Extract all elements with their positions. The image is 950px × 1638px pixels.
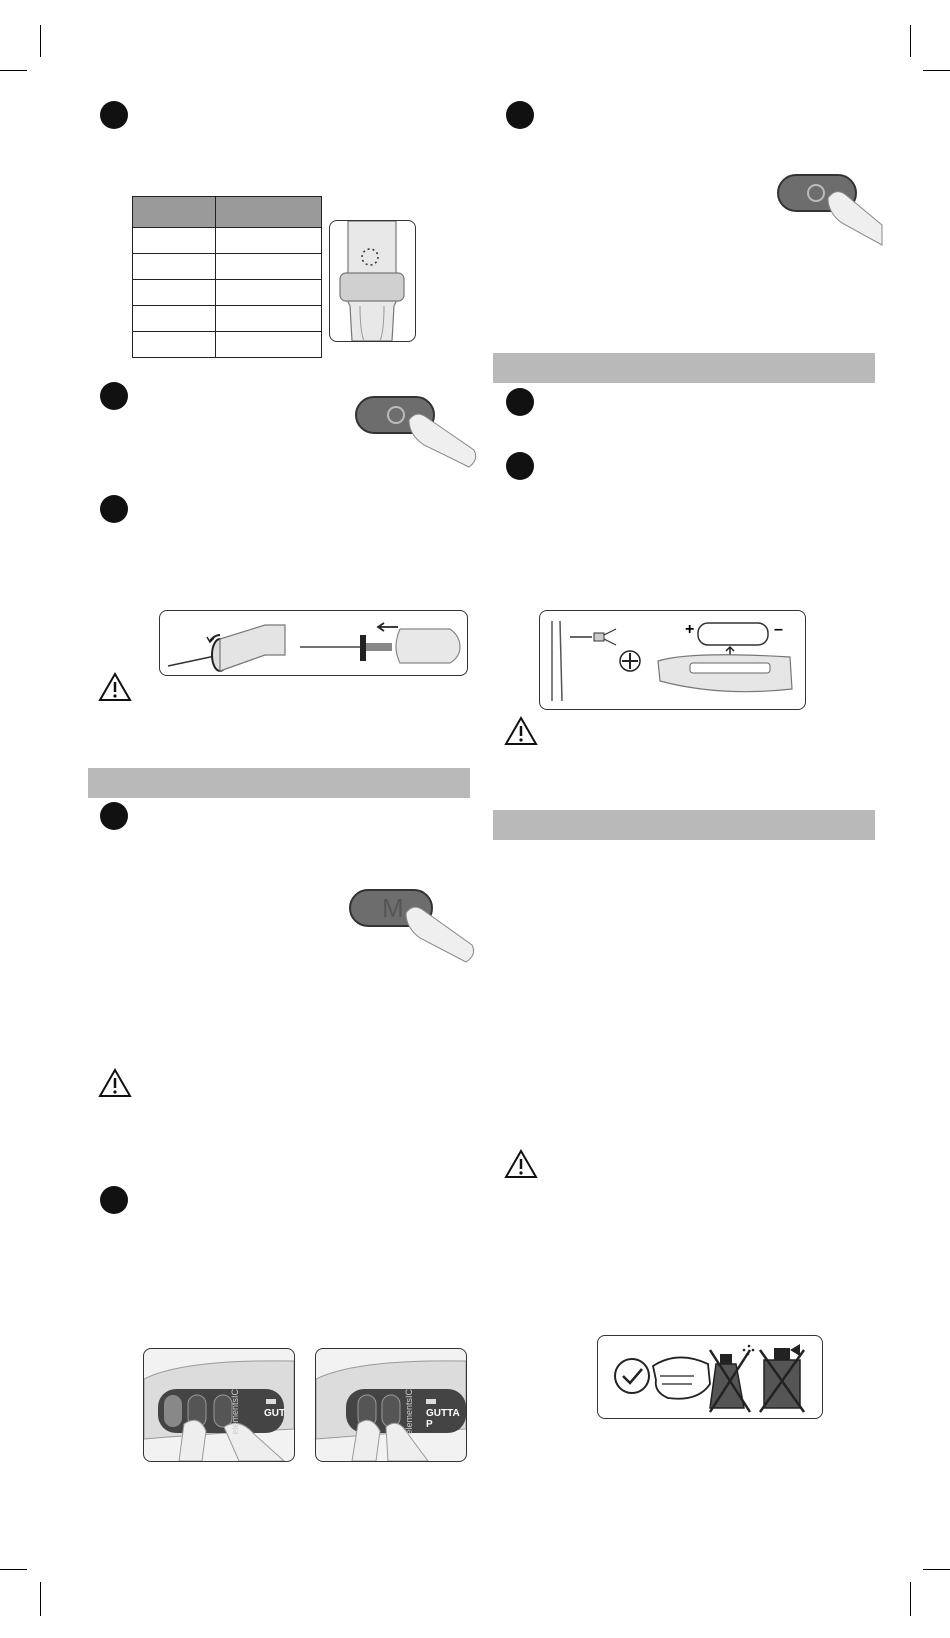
handpiece-buttons-photo-a bbox=[143, 1348, 295, 1462]
crop-mark bbox=[923, 1569, 950, 1570]
warning-triangle-icon bbox=[504, 1149, 538, 1179]
mode-button-letter: M bbox=[382, 893, 404, 923]
no-spray-icon bbox=[710, 1345, 754, 1412]
cleaning-instructions-illustration bbox=[597, 1335, 823, 1419]
configuration-table bbox=[132, 196, 322, 358]
battery-plus-sign: + bbox=[685, 621, 695, 638]
table-header-cell bbox=[133, 197, 216, 228]
crop-mark bbox=[923, 70, 950, 71]
table-row bbox=[133, 306, 322, 332]
section-heading-band bbox=[493, 810, 875, 840]
handpiece-brand-label: elementsIC bbox=[404, 1389, 414, 1435]
warning-triangle-icon bbox=[98, 672, 132, 702]
handpiece-buttons-photo-b bbox=[315, 1348, 467, 1462]
warning-triangle-icon bbox=[504, 716, 538, 746]
table-header-cell bbox=[216, 197, 322, 228]
mode-button-illustration[interactable] bbox=[348, 888, 478, 966]
handpiece-display-text: GUT bbox=[264, 1408, 286, 1419]
crop-mark bbox=[40, 1582, 41, 1616]
file-insertion-illustration bbox=[159, 610, 468, 676]
section-heading-band bbox=[88, 768, 470, 798]
handpiece-brand-label: elementsIC bbox=[230, 1389, 240, 1435]
power-button-illustration[interactable] bbox=[354, 395, 479, 470]
step-bullet bbox=[506, 452, 534, 480]
check-icon bbox=[615, 1359, 649, 1393]
crop-mark bbox=[910, 1582, 911, 1616]
handpiece-display-text: GUTTA P bbox=[426, 1408, 460, 1430]
section-heading-band bbox=[493, 353, 875, 383]
step-bullet bbox=[100, 382, 128, 410]
table-row bbox=[133, 228, 322, 254]
step-bullet bbox=[506, 101, 534, 129]
battery-minus-sign: – bbox=[774, 621, 783, 638]
power-button-illustration[interactable] bbox=[776, 173, 884, 249]
crop-mark bbox=[40, 25, 41, 57]
battery-replacement-illustration bbox=[539, 610, 806, 710]
step-bullet bbox=[100, 1186, 128, 1214]
warning-triangle-icon bbox=[98, 1068, 132, 1098]
step-bullet bbox=[100, 101, 128, 129]
table-row bbox=[133, 254, 322, 280]
crop-mark bbox=[910, 25, 911, 57]
handpiece-tip-illustration bbox=[329, 220, 416, 342]
crop-mark bbox=[0, 1569, 27, 1570]
no-immersion-icon bbox=[760, 1344, 804, 1412]
crop-mark bbox=[0, 70, 27, 71]
table-row bbox=[133, 280, 322, 306]
table-row bbox=[133, 332, 322, 358]
step-bullet bbox=[100, 802, 128, 830]
step-bullet bbox=[100, 495, 128, 523]
step-bullet bbox=[506, 388, 534, 416]
